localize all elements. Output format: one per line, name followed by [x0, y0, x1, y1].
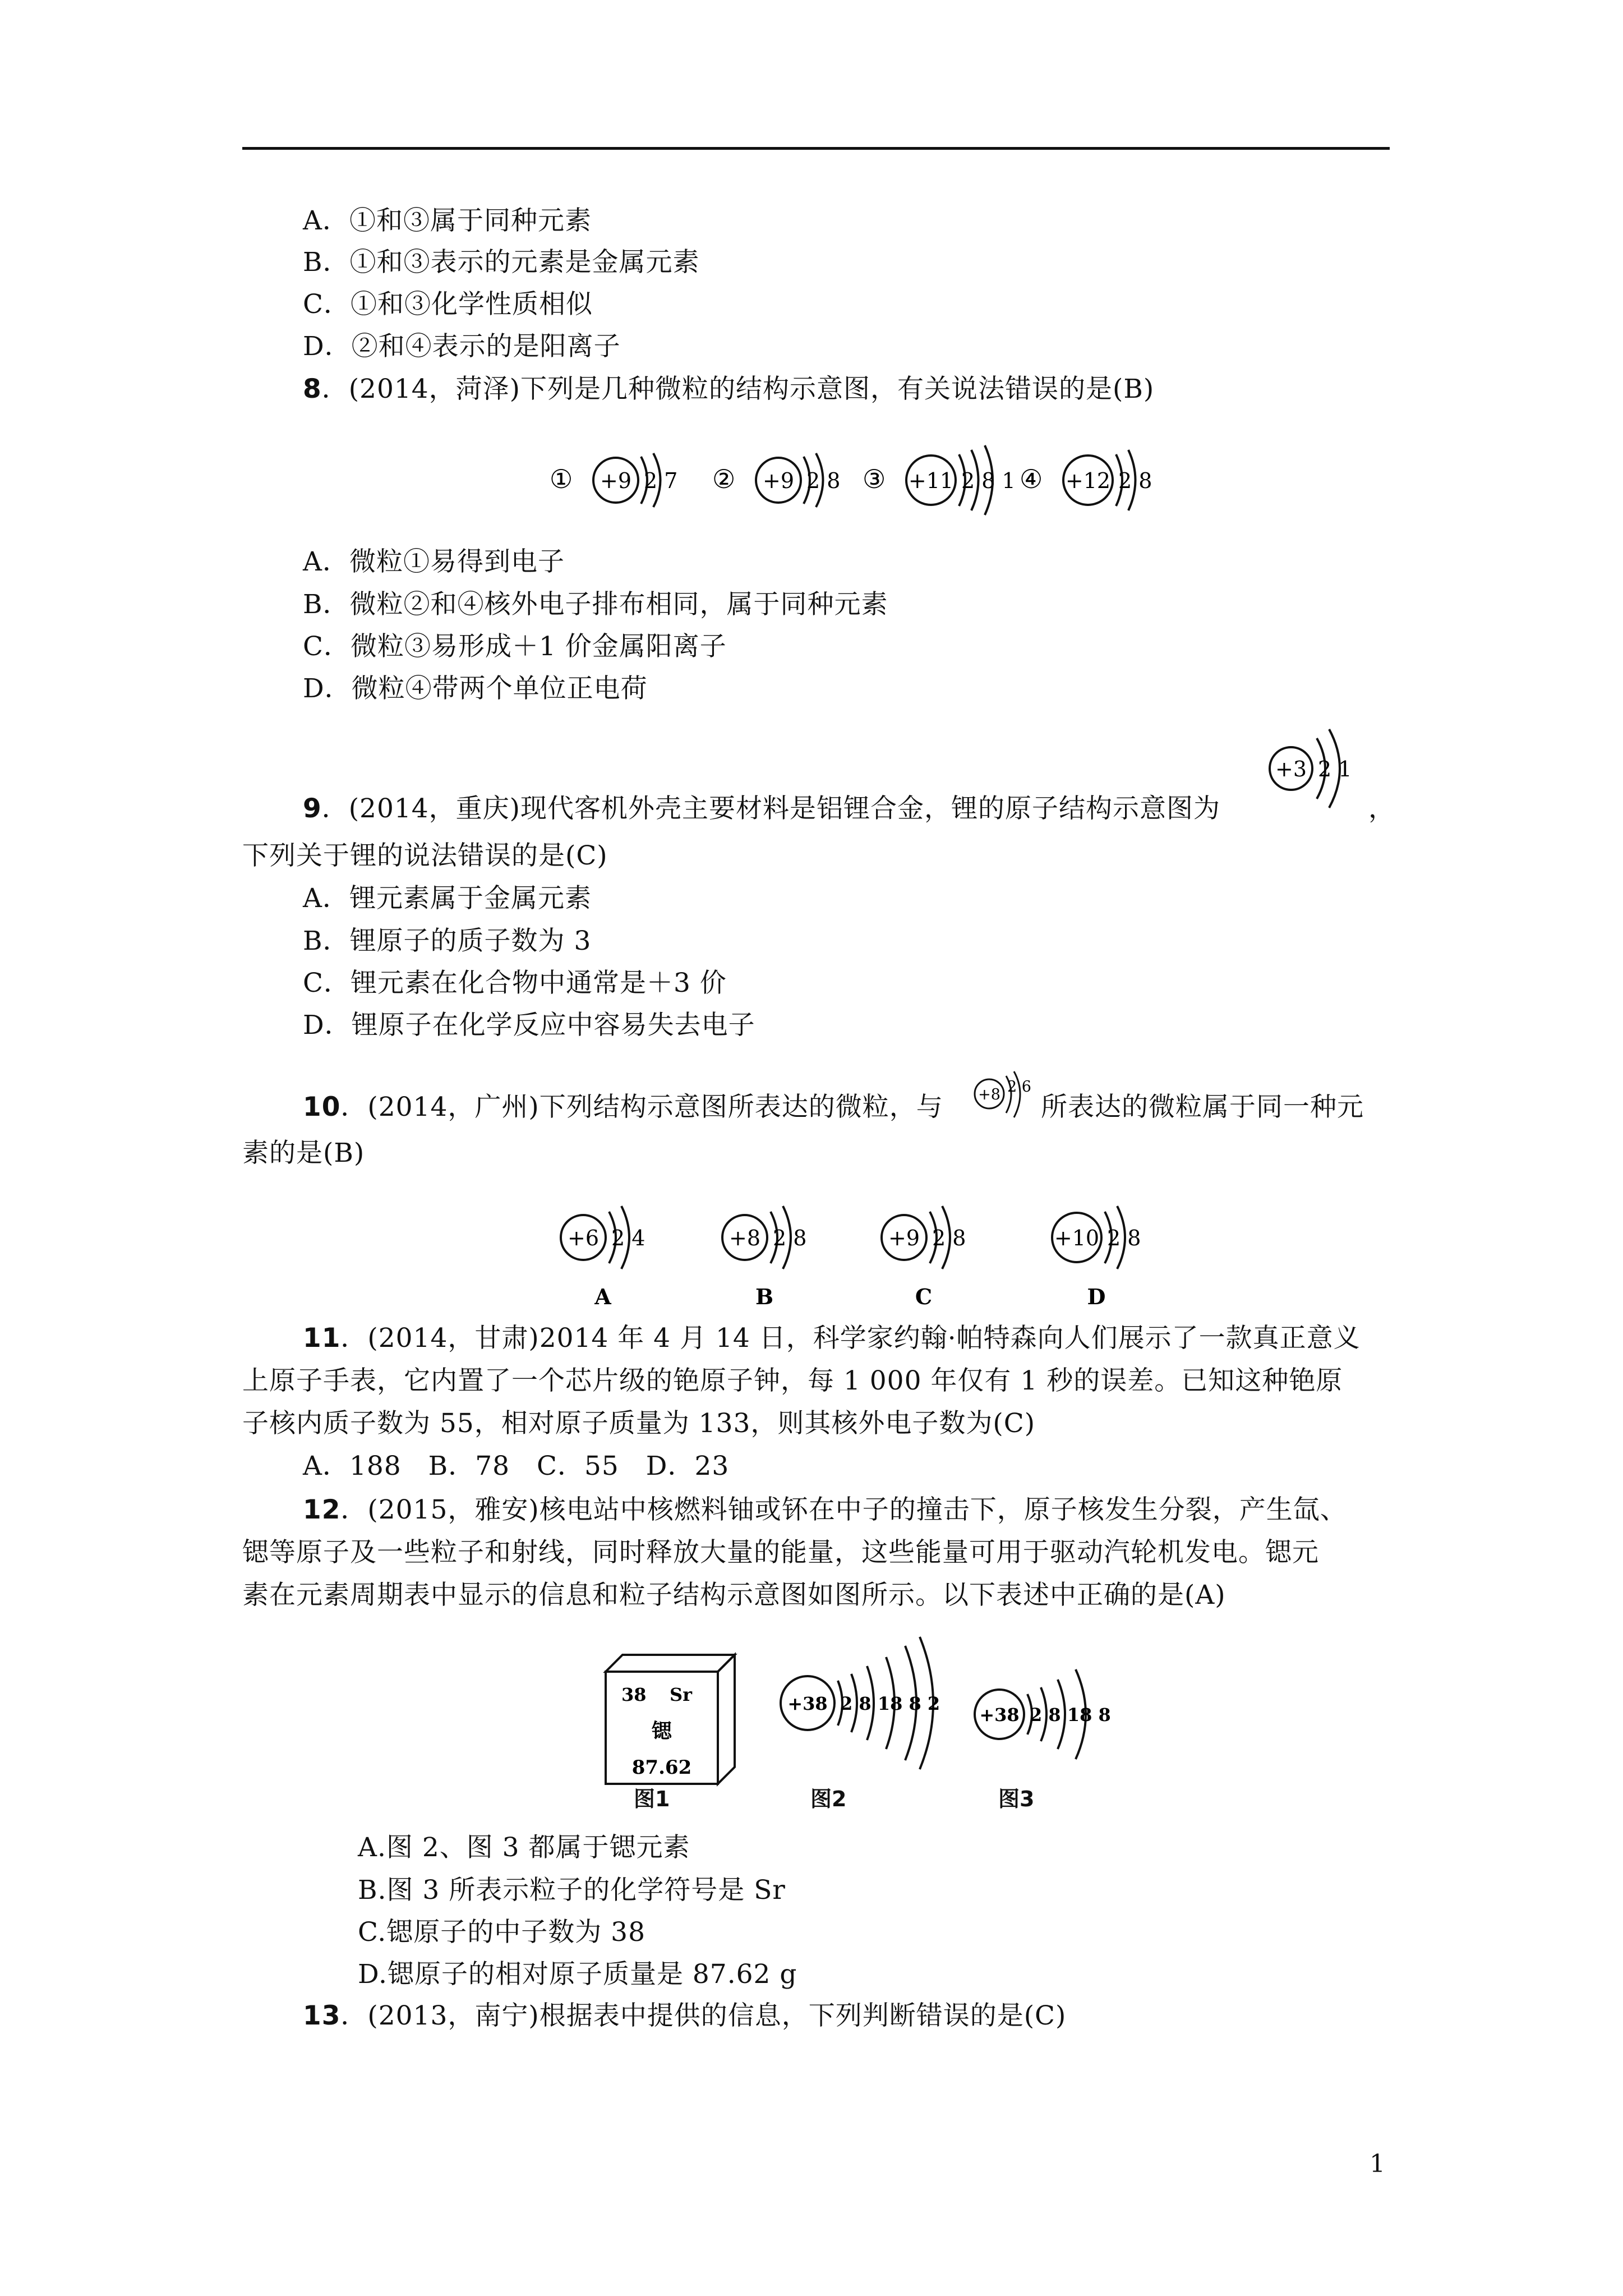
q11-line3: 子核内质子数为 55，相对原子质量为 133，则其核外电子数为(C) [242, 1408, 1036, 1439]
card-top-face [606, 1655, 735, 1672]
q12-option-d: D.锶原子的相对原子质量是 87.62 g [358, 1959, 797, 1990]
q10-stem-line2: 素的是(B) [242, 1138, 365, 1168]
diagram-marker: ④ [1020, 464, 1043, 494]
q9-stem-line1 [303, 791, 1220, 827]
q9-stem-text: ．(2014，重庆)现代客机外壳主要材料是铝锂合金，锂的原子结构示意图为 [321, 793, 1220, 824]
q9-option-d: D．锂原子在化学反应中容易失去电子 [303, 1010, 755, 1041]
shell-electrons: 2 8 [806, 468, 841, 493]
q13-stem-text: ．(2013，南宁)根据表中提供的信息，下列判断错误的是(C) [340, 2000, 1067, 2031]
element-symbol: Sr [670, 1684, 692, 1705]
nucleus-charge: +11 [908, 468, 954, 493]
q9-option-c: C．锂元素在化合物中通常是＋3 价 [303, 968, 727, 999]
q13-stem [303, 1998, 1066, 2034]
q10-stem-line1a [303, 1089, 943, 1125]
element-name: 锶 [651, 1719, 672, 1743]
q10-diagram-d [1052, 1206, 1141, 1309]
q13-number: 13 [303, 2000, 341, 2031]
q8-stem [303, 371, 1154, 407]
atomic-number: 38 [621, 1684, 647, 1705]
q10-inline-oxygen-diagram [969, 1067, 1042, 1129]
q8-diagram-2 [712, 453, 840, 507]
q11-options: A．188 B．78 C．55 D．23 [303, 1451, 730, 1481]
q9-lithium-diagram [1262, 712, 1363, 819]
diagram-label: B [755, 1284, 774, 1309]
nucleus-charge: +6 [567, 1226, 600, 1250]
q8-diagram-1 [550, 453, 677, 507]
diagram-marker: ① [550, 464, 573, 494]
q9-option-b: B．锂原子的质子数为 3 [303, 926, 592, 956]
q11-line1-text: ．(2014，甘肃)2014 年 4 月 14 日，科学家约翰·帕特森向人们展示了一款真正意义 [340, 1323, 1361, 1354]
q8-number: 8 [303, 374, 322, 404]
diagram-label: A [594, 1284, 611, 1309]
nucleus-charge: +9 [888, 1226, 920, 1250]
q9-number: 9 [303, 793, 322, 824]
q10-stem-text: ．(2014，广州)下列结构示意图所表达的微粒，与 [340, 1092, 943, 1122]
q7-option-c: C．①和③化学性质相似 [303, 289, 593, 320]
q12-option-c: C.锶原子的中子数为 38 [358, 1917, 645, 1948]
q8-option-c: C．微粒③易形成＋1 价金属阳离子 [303, 631, 727, 662]
nucleus-charge: +8 [728, 1226, 761, 1250]
q12-caption-fig2: 图2 [810, 1787, 847, 1811]
shell-electrons: 2 8 [1118, 468, 1152, 493]
q10-diagram-c [882, 1206, 966, 1309]
q10-stem-line1b: 所表达的微粒属于同一种元 [1041, 1092, 1364, 1122]
q8-stem-text: ．(2014，菏泽)下列是几种微粒的结构示意图，有关说法错误的是(B) [321, 374, 1155, 404]
shell-electrons: 2 8 [773, 1226, 807, 1250]
q11-line1 [303, 1320, 1361, 1356]
shell-electrons: 2 1 [1318, 757, 1352, 781]
diagram-label: D [1087, 1284, 1106, 1309]
q12-line1-text: ．(2015，雅安)核电站中核燃料铀或钚在中子的撞击下，原子核发生分裂，产生氙、 [340, 1494, 1347, 1525]
nucleus-charge: +9 [762, 468, 795, 493]
card-side-face [718, 1655, 735, 1784]
shell-electrons: 2 6 [1007, 1078, 1031, 1096]
nucleus-charge: +9 [600, 468, 632, 493]
q12-caption-fig3: 图3 [998, 1787, 1035, 1811]
shell-electrons: 2 8 [1107, 1226, 1141, 1250]
q12-option-b: B.图 3 所表示粒子的化学符号是 Sr [358, 1875, 786, 1906]
nucleus-charge: +3 [1275, 757, 1307, 781]
q7-option-b: B．①和③表示的元素是金属元素 [303, 247, 700, 278]
q8-diagram-4 [1020, 450, 1152, 510]
q12-number: 12 [303, 1494, 341, 1525]
q12-option-a: A.图 2、图 3 都属于锶元素 [358, 1832, 690, 1863]
q9-option-a: A．锂元素属于金属元素 [303, 883, 592, 914]
q11-number: 11 [303, 1323, 341, 1354]
diagram-marker: ③ [863, 464, 886, 494]
diagram-label: C [915, 1284, 933, 1309]
shell-electrons: 2 8 18 8 [1030, 1704, 1111, 1726]
q10-diagram-a [561, 1206, 645, 1309]
q8-option-a: A．微粒①易得到电子 [303, 546, 565, 577]
q12-fig3-strontium-ion [965, 1660, 1110, 1773]
header-rule [242, 147, 1390, 150]
atomic-mass: 87.62 [631, 1756, 692, 1779]
q8-diagrams [538, 426, 1152, 527]
nucleus-charge: +10 [1054, 1226, 1100, 1250]
q8-diagram-3 [863, 445, 1016, 515]
q12-fig1-element-card [600, 1649, 746, 1795]
diagram-marker: ② [712, 464, 736, 494]
q7-option-d: D．②和④表示的是阳离子 [303, 331, 621, 362]
q8-option-b: B．微粒②和④核外电子排布相同，属于同种元素 [303, 589, 888, 620]
q12-fig2-strontium-atom [768, 1627, 953, 1773]
nucleus-charge: +38 [787, 1693, 828, 1714]
q11-line2: 上原子手表，它内置了一个芯片级的铯原子钟，每 1 000 年仅有 1 秒的误差。已知这种铯原 [242, 1365, 1343, 1396]
q12-line3: 素在元素周期表中显示的信息和粒子结构示意图如图所示。以下表述中正确的是(A) [242, 1580, 1226, 1611]
shell-electrons: 2 8 18 8 2 [840, 1693, 940, 1714]
page-number: 1 [1370, 2150, 1385, 2178]
q12-line1 [303, 1492, 1347, 1528]
nucleus-charge: +8 [978, 1086, 1000, 1103]
shell-electrons: 2 8 1 [961, 468, 1016, 493]
q10-diagrams [550, 1189, 1166, 1324]
shell-electrons: 2 7 [644, 468, 678, 493]
q7-option-a: A．①和③属于同种元素 [303, 205, 592, 236]
shell-electrons: 2 8 [932, 1226, 966, 1250]
q9-stem-comma: ， [1368, 793, 1395, 824]
nucleus-charge: +38 [979, 1704, 1020, 1726]
q10-number: 10 [303, 1092, 341, 1122]
q10-diagram-b [722, 1206, 806, 1309]
q8-option-d: D．微粒④带两个单位正电荷 [303, 673, 648, 704]
shell-electrons: 2 4 [611, 1226, 645, 1250]
q12-line2: 锶等原子及一些粒子和射线，同时释放大量的能量，这些能量可用于驱动汽轮机发电。锶元 [242, 1537, 1319, 1568]
q12-caption-fig1: 图1 [634, 1787, 670, 1811]
q9-stem-line2: 下列关于锂的说法错误的是(C) [242, 840, 608, 871]
nucleus-charge: +12 [1065, 468, 1111, 493]
